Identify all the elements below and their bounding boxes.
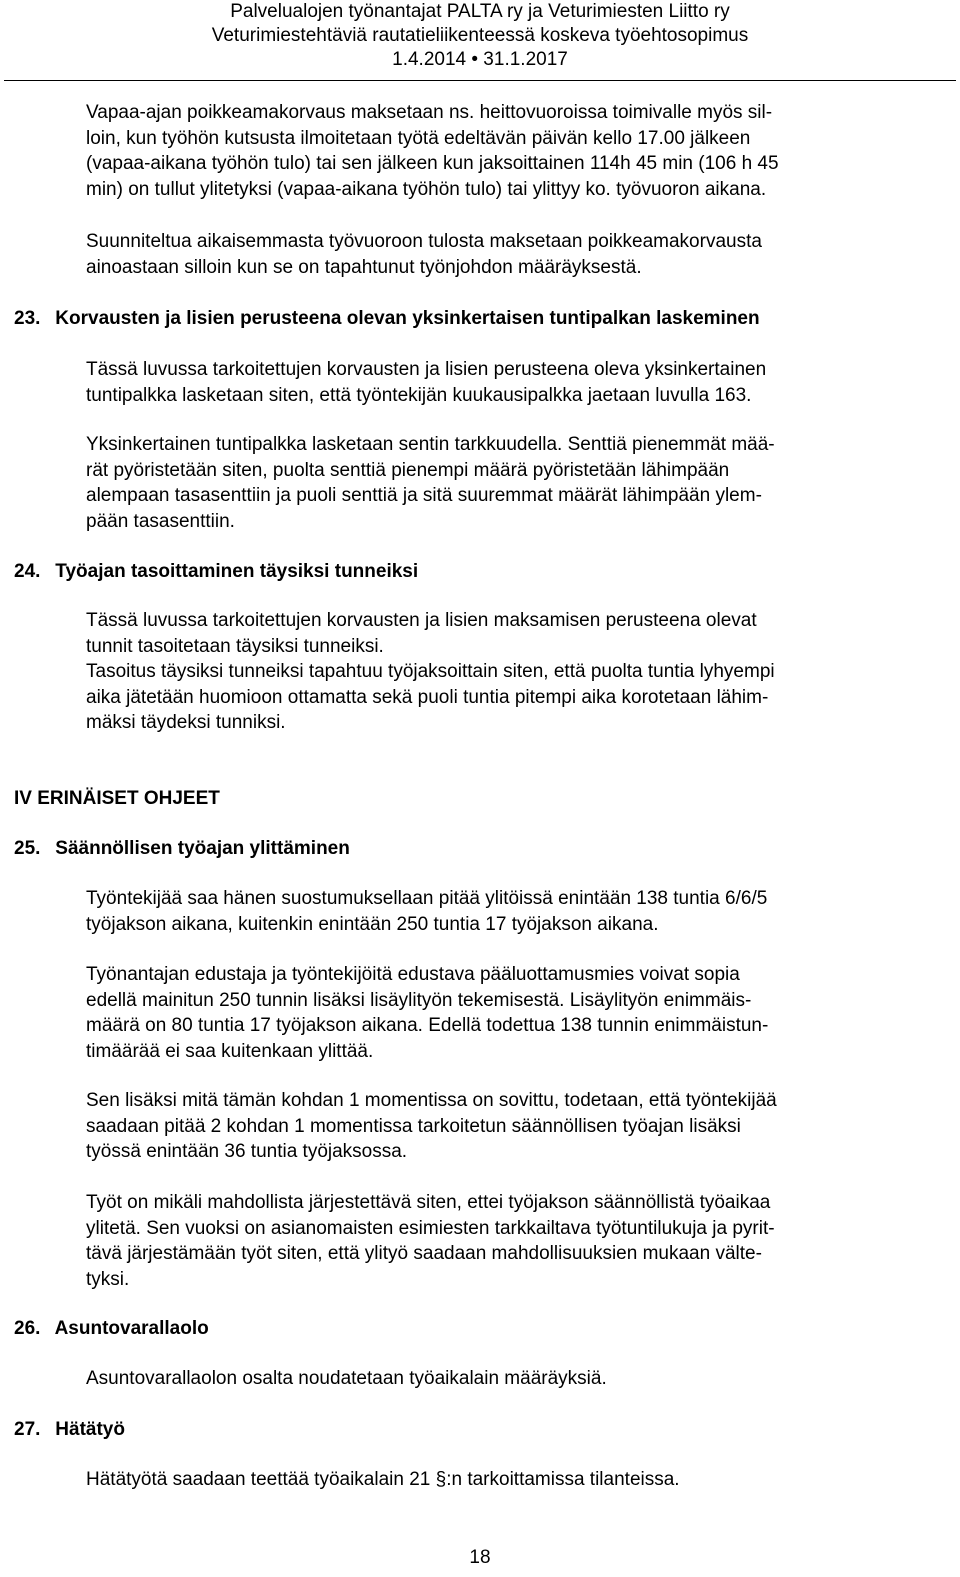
header-line-2: Veturimiestehtäviä rautatieliikenteessä koskeva työehtosopimus — [211, 25, 749, 46]
section-title: Hätätyö — [55, 1419, 125, 1440]
text-line: Sen lisäksi mitä tämän kohdan 1 momentissa on sovittu, todetaan, että työntekijää — [86, 1090, 777, 1111]
text-line: tyksi. — [86, 1268, 130, 1290]
intro-paragraph-2 — [86, 229, 762, 280]
text-line: aika jätetään huomioon ottamatta sekä puoli tuntia pitempi aika korotetaan lähim- — [86, 686, 769, 708]
text-line: tuntipalkka lasketaan siten, että työntekijän kuukausipalkka jaetaan luvulla 163. — [86, 384, 752, 406]
text-line: Suunniteltua aikaisemmasta työvuoroon tulosta maksetaan poikkeamakorvausta — [86, 231, 762, 252]
text-line: Vapaa-ajan poikkeamakorvaus maksetaan ns. heittovuoroissa toimivalle myös sil- — [86, 102, 773, 123]
text-line: min) on tullut ylitetyksi (vapaa-aikana työhön tulo) tai ylittyy ko. työvuoron aikana. — [86, 178, 767, 200]
section-26-heading — [14, 1316, 209, 1341]
section-25-paragraph-1 — [86, 886, 767, 937]
section-number: 24. — [14, 561, 41, 582]
section-25-paragraph-4 — [86, 1190, 775, 1292]
section-24-paragraph-1 — [86, 608, 775, 736]
text-line: Työt on mikäli mahdollista järjestettävä siten, ettei työjakson säännöllistä työaikaa — [86, 1192, 771, 1213]
text-line: rät pyöristetään siten, puolta senttiä pienempi määrä pyöristetään lähimpään — [86, 459, 730, 481]
section-25-heading — [14, 836, 350, 861]
text-line: ylitetä. Sen vuoksi on asianomaisten esimiesten tarkkailtava työtuntilukuja ja pyrit- — [86, 1217, 775, 1239]
text-line: mäksi täydeksi tunniksi. — [86, 712, 286, 733]
section-number: 26. — [14, 1318, 41, 1339]
section-27-heading — [14, 1417, 125, 1442]
section-26-paragraph-1: Asuntovarallaolon osalta noudatetaan työaikalain määräyksiä. — [86, 1368, 607, 1389]
text-line: timäärää ei saa kuitenkaan ylittää. — [86, 1040, 374, 1062]
section-number: 25. — [14, 838, 41, 859]
section-23-heading — [14, 306, 760, 331]
page-number: 18 — [469, 1547, 491, 1568]
section-25-paragraph-3 — [86, 1088, 777, 1165]
section-number: 23. — [14, 308, 41, 329]
section-27-paragraph-1: Hätätyötä saadaan teettää työaikalain 21 §:n tarkoittamissa tilanteissa. — [86, 1469, 680, 1490]
text-line: Työnantajan edustaja ja työntekijöitä edustava pääluottamusmies voivat sopia — [86, 964, 740, 985]
text-line: työssä enintään 36 tuntia työjaksossa. — [86, 1141, 408, 1162]
text-line: ainoastaan silloin kun se on tapahtunut työnjohdon määräyksestä. — [86, 256, 642, 278]
intro-paragraph-1 — [86, 100, 779, 202]
section-23-paragraph-1 — [86, 357, 766, 408]
section-title: Säännöllisen työajan ylittäminen — [55, 838, 350, 859]
text-line: (vapaa-aikana työhön tulo) tai sen jälkeen kun jaksoittainen 114h 45 min (106 h 45 — [86, 153, 779, 174]
header-divider — [4, 80, 956, 81]
text-line: edellä mainitun 250 tunnin lisäksi lisäylityön tekemisestä. Lisäylityön enimmäis- — [86, 989, 752, 1011]
section-title: Asuntovarallaolo — [54, 1318, 209, 1339]
section-24-heading — [14, 559, 418, 584]
part-4-heading: IV ERINÄISET OHJEET — [14, 788, 220, 809]
header-line-1: Palvelualojen työnantajat PALTA ry ja Veturimiesten Liitto ry — [230, 1, 730, 22]
section-title: Korvausten ja lisien perusteena olevan yksinkertaisen tuntipalkan laskeminen — [55, 308, 760, 329]
section-23-paragraph-2 — [86, 432, 775, 534]
text-line: työjakson aikana, kuitenkin enintään 250 tuntia 17 työjakson aikana. — [86, 913, 659, 935]
header-line-3: 1.4.2014 • 31.1.2017 — [392, 49, 568, 70]
text-line: Tasoitus täysiksi tunneiksi tapahtuu työjaksoittain siten, että puolta tuntia lyhyempi — [86, 661, 775, 682]
text-line: Työntekijää saa hänen suostumuksellaan pitää ylitöissä enintään 138 tuntia 6/6/5 — [86, 888, 768, 909]
text-line: alempaan tasasenttiin ja puoli senttiä ja sitä suuremmat määrät lähimpään ylem- — [86, 485, 762, 506]
text-line: tävä järjestämään työt siten, että ylityö saadaan mahdollisuuksien mukaan välte- — [86, 1243, 762, 1264]
text-line: Yksinkertainen tuntipalkka lasketaan sentin tarkkuudella. Senttiä pienemmät mää- — [86, 434, 775, 455]
text-line: loin, kun työhön kutsusta ilmoitetaan työtä edeltävän päivän kello 17.00 jälkeen — [86, 127, 751, 149]
section-title: Työajan tasoittaminen täysiksi tunneiksi — [55, 561, 419, 582]
text-line: määrä on 80 tuntia 17 työjakson aikana. Edellä todettua 138 tunnin enimmäistun- — [86, 1015, 769, 1036]
text-line: Tässä luvussa tarkoitettujen korvausten ja lisien maksamisen perusteena olevat — [86, 610, 757, 631]
section-25-paragraph-2 — [86, 962, 768, 1064]
text-line: Tässä luvussa tarkoitettujen korvausten ja lisien perusteena oleva yksinkertainen — [86, 359, 767, 380]
text-line: saadaan pitää 2 kohdan 1 momentissa tarkoitetun säännöllisen työajan lisäksi — [86, 1115, 741, 1137]
page-header — [0, 0, 960, 72]
text-line: tunnit tasoitetaan täysiksi tunneiksi. — [86, 635, 384, 657]
text-line: pään tasasenttiin. — [86, 510, 235, 532]
section-number: 27. — [14, 1419, 41, 1440]
